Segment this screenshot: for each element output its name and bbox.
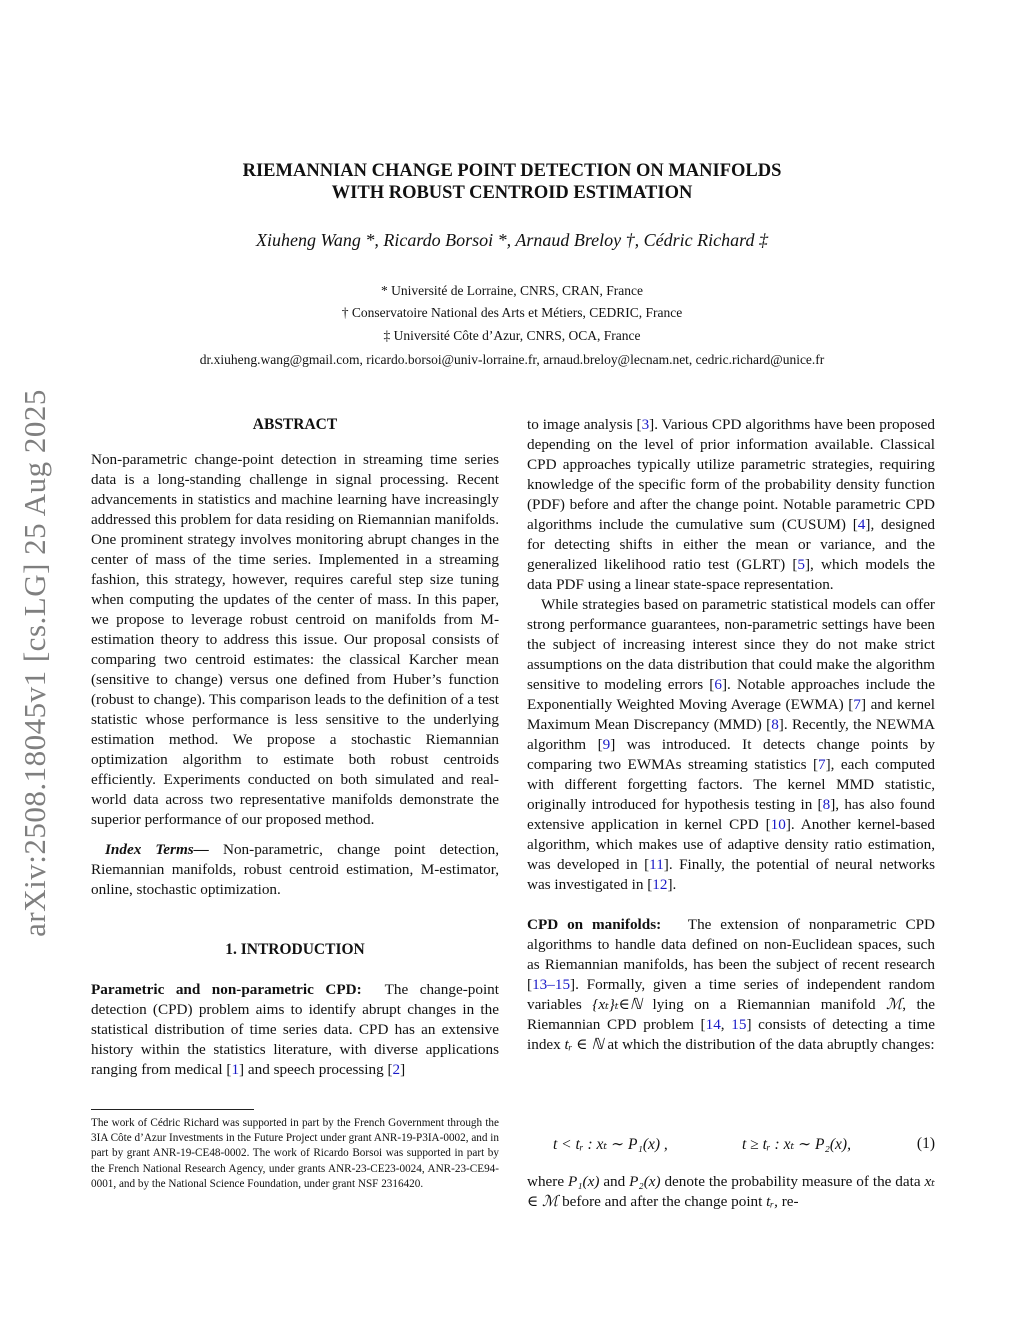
citation-link[interactable]: 15 — [731, 1016, 747, 1033]
text: ] consists of detecting a time index — [527, 1016, 935, 1053]
citation-link[interactable]: 9 — [602, 736, 611, 753]
text: to image analysis [ — [527, 416, 642, 433]
abstract-text: Non-parametric change-point detection in streaming time series data is a long-standing challenge in signal processing. Recent advancements in statistics and machine learning have increasingly addressed this problem for data residing on Riemannian manifolds. One prominent strategy involves monitoring abrupt changes in the center of mass of the time series. Implemented in a streaming fashion, this strategy, however, requires careful step size tuning when computing the updates of the center of mass. In this paper, we propose to leverage robust centroid on manifolds from M-estimation theory to address this issue. Our proposal consists of comparing two centroid estimates: the classical Karcher mean (sensitive to change) versus one defined from Huber’s function (robust to change). This comparison leads to the definition of a test statistic whose performance is less sensitive to the underlying estimation method. We propose a stochastic Riemannian optimization algorithm to estimate both robust centroids efficiently. Experiments conducted on both simulated and real-world data across two representative manifolds demonstrate the superior performance of our proposed method. — [91, 451, 499, 828]
abstract-heading: ABSTRACT — [252, 416, 338, 433]
text: ]. Another kernel-based algorithm, which makes use of adaptive density ratio estimation, was developed in [ — [527, 816, 935, 873]
citation-link[interactable]: 7 — [853, 696, 861, 713]
text: The extension of nonparametric CPD algorithms to handle data defined on non-Euclidean spaces, such as Riemannian manifolds, has been the subject of recent research [ — [527, 916, 935, 993]
text: ]. Recently, the NEWMA algorithm [ — [527, 716, 935, 753]
equation-right: t ≥ tᵣ : xₜ ∼ P₂(x), — [742, 1136, 851, 1153]
title-line-1: RIEMANNIAN CHANGE POINT DETECTION ON MANIFOLDS — [242, 161, 782, 181]
text: ]. — [667, 876, 677, 893]
right-paragraph-2 — [527, 595, 935, 895]
citation-link[interactable]: 11 — [649, 856, 664, 873]
index-terms — [91, 840, 499, 900]
math: tᵣ ∈ ℕ — [564, 1036, 604, 1053]
math: P₂(x) — [629, 1173, 661, 1190]
footnote-rule — [91, 1109, 254, 1110]
text: denote the probability measure of the data — [660, 1173, 925, 1190]
intro-text-a: The change-point detection (CPD) problem aims to identify abrupt changes in the statistical distribution of time series data. CPD has an extensive history within the statistics literature, with diverse applications ranging from medical [ — [91, 981, 499, 1078]
intro-paragraph — [91, 980, 499, 1080]
citation-link[interactable]: 7 — [818, 756, 826, 773]
para-lead-parametric: Parametric and non-parametric CPD: — [91, 981, 362, 998]
author-emails: dr.xiuheng.wang@gmail.com, ricardo.borsoi@univ-lorraine.fr, arnaud.breloy@lecnam.net, cedric.richard@unice.fr — [199, 352, 825, 367]
text: ], has also found extensive application in kernel CPD [ — [527, 796, 936, 833]
intro-heading: 1. INTRODUCTION — [225, 941, 365, 958]
text: , — [720, 1016, 732, 1033]
citation-link[interactable]: 10 — [770, 816, 786, 833]
text: ] was introduced. It detects change points by comparing two EWMAs streaming statistics [ — [527, 736, 936, 773]
text: , the Riemannian CPD problem [ — [527, 996, 935, 1033]
affiliation-1: * Université de Lorraine, CNRS, CRAN, France — [380, 283, 644, 298]
para-lead-manifolds: CPD on manifolds: — [527, 916, 662, 933]
index-terms-label: Index Terms— — [105, 841, 209, 858]
right-paragraph-4-text — [527, 1172, 935, 1212]
right-paragraph-1 — [527, 415, 935, 595]
citation-link[interactable]: 13–15 — [532, 976, 571, 993]
right-column — [527, 415, 935, 1055]
right-paragraph-4 — [527, 1172, 935, 1212]
citation-link[interactable]: 6 — [714, 676, 722, 693]
text: , re- — [774, 1193, 799, 1210]
citation-link[interactable]: 14 — [705, 1016, 721, 1033]
affiliation-3: ‡ Université Côte d’Azur, CNRS, OCA, France — [383, 328, 641, 343]
citation-link[interactable]: 3 — [641, 416, 650, 433]
right-paragraph-3 — [527, 915, 935, 1055]
math: {xₜ}ₜ∈ℕ — [592, 996, 643, 1013]
citation-link[interactable]: 12 — [652, 876, 668, 893]
arxiv-stamp — [10, 368, 60, 958]
citation-link[interactable]: 2 — [392, 1061, 401, 1078]
text: ], each computed with different forgetting factors. The kernel MMD statistic, originally introduced for hypothesis testing in [ — [527, 756, 936, 813]
index-terms-text: Non-parametric, change point detection, Riemannian manifolds, robust centroid estimation, M-estimator, online, stochastic optimization. — [91, 841, 500, 898]
title-line-2: WITH ROBUST CENTROID ESTIMATION — [331, 183, 693, 203]
citation-link[interactable]: 8 — [771, 716, 779, 733]
math: xₜ ∈ ℳ — [527, 1173, 935, 1210]
left-column — [91, 415, 499, 1080]
citation-link[interactable]: 1 — [231, 1061, 240, 1078]
text: at which the distribution of the data abruptly changes: — [603, 1036, 935, 1053]
text: lying on a Riemannian manifold — [642, 996, 886, 1013]
math: P₁(x) — [568, 1173, 600, 1190]
text: ]. Various CPD algorithms have been proposed depending on the level of prior information available. Classical CPD approaches typically utilize parametric strategies, requiring knowledge of the specific form of the probability density function (PDF) before and after the change point. Notable parametric CPD algorithms include the cumulative sum (CUSUM) [ — [527, 416, 935, 533]
citation-link[interactable]: 4 — [857, 516, 866, 533]
text: before and after the change point — [558, 1193, 767, 1210]
intro-text-b: ] and speech processing [ — [239, 1061, 393, 1078]
text: ]. Formally, given a time series of independent random variables — [527, 976, 935, 1013]
intro-text-c: ] — [400, 1061, 406, 1078]
text: ] and kernel Maximum Mean Discrepancy (MMD) [ — [527, 696, 935, 733]
funding-footnote: The work of Cédric Richard was supported in part by the French Government through the 3IA Côte d’Azur Investments in the Future Project under grant ANR-19-P3IA-0002, and in part by grant ANR-19-CE48-0002. The work of Ricardo Borsoi was supported in part by the French National Research Agency, under grants ANR-23-CE23-0024, ANR-23-CE94-0001, and by the National Science Foundation, under grant NSF 2316420. — [91, 1117, 499, 1190]
text: and — [599, 1173, 630, 1190]
text: ], designed for detecting shifts in either the mean or variance, and the generalized likelihood ratio test (GLRT) [ — [527, 516, 935, 573]
text: where — [527, 1173, 568, 1190]
math: tᵣ — [766, 1193, 775, 1210]
text: While strategies based on parametric statistical models can offer strong performance guarantees, non-parametric settings have been the subject of increasing interest since they do not make strict assumptions on the data distribution that could make the algorithm sensitive to modeling errors [ — [527, 596, 935, 693]
math: ℳ — [885, 996, 903, 1013]
text: ], which models the data PDF using a linear state-space representation. — [527, 556, 935, 593]
paper-title — [150, 160, 874, 204]
citation-link[interactable]: 5 — [797, 556, 805, 573]
text: ]. Notable approaches include the Exponentially Weighted Moving Average (EWMA) [ — [527, 676, 935, 713]
equation-left: t < tᵣ : xₜ ∼ P₁(x) , — [553, 1136, 668, 1153]
equation-number: (1) — [916, 1135, 935, 1152]
citation-link[interactable]: 8 — [822, 796, 831, 813]
text: ]. Finally, the potential of neural networks was investigated in [ — [527, 856, 935, 893]
authors: Xiuheng Wang *, Ricardo Borsoi *, Arnaud Breloy †, Cédric Richard ‡ — [256, 230, 768, 250]
affiliation-2: † Conservatoire National des Arts et Métiers, CEDRIC, France — [341, 305, 683, 320]
arxiv-stamp-text: arXiv:2508.18045v1 [cs.LG] 25 Aug 2025 — [17, 389, 53, 937]
